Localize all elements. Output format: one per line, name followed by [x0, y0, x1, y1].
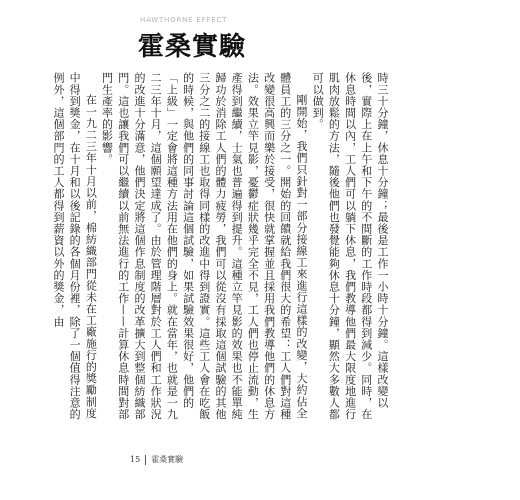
chapter-subtitle: HAWTHORNE EFFECT: [140, 16, 228, 24]
footer-divider: [145, 455, 146, 465]
running-title: 霍桑實驗: [151, 455, 184, 464]
vertical-body-text: [51, 72, 390, 430]
paragraph: 剛開始，我們只針對一部分接線工來進行這樣的改變，大約佔全體員工的三分之一。開始的回饋就給我們很大的希望：工人們對這種改變很高興而樂於接受，很快就掌握並且採用我們教導他們的休息方法。效果立竿見影，憂鬱症狀幾乎完全不見，工人們也停止流動，生產得到繼續，士氣也普遍得到提升。這種立竿見影的效果也不能單純歸功於消除工人們的體力疲勞，我們可以從沒有採取這個試驗的其他三分之二的接線工也取得同樣的改進中得到證實。這些工人會在吃飯的時候，與他們的同事討論這個試驗，如果試驗效果很好，他們的「上級」一定會將這種方法用在他們的身上。就在當年，也就是一九二三年十月，這個願望達成了。由於管理階層對於工人們和工作狀況的改進十分滿意，他們決定將這個作息制度的改革擴大到整個紡織部門。這也讓我們可以繼續以前無法進行的工作——計算休息時間對部門生產率的影響。: [100, 72, 308, 420]
page-number: 15: [130, 455, 141, 464]
paragraph: 時三十分鐘，休息十分鐘；最後是工作一小時十分鐘。這樣改變以後，實際上在上午和下午的不間斷的工作時段都得到減少。同時，在休息時間以內，工人們可以躺下休息，我們教導他們最大限度地進行肌肉放鬆的方法，隨後他們也發覺能夠休息十分鐘，顯然大多數人都可以做到。: [311, 72, 389, 420]
paragraph: 在一九二三年十月以前，棉紡織部門從未在工廠施行的獎勵制度中得到獎金，在十月和以後記錄的各個月份裡，除了一個值得注意的例外，這個部門的工人都得到薪資以外的獎金，由: [51, 72, 98, 420]
chapter-title: 霍桑實驗: [138, 32, 247, 62]
page-footer: [130, 454, 183, 465]
